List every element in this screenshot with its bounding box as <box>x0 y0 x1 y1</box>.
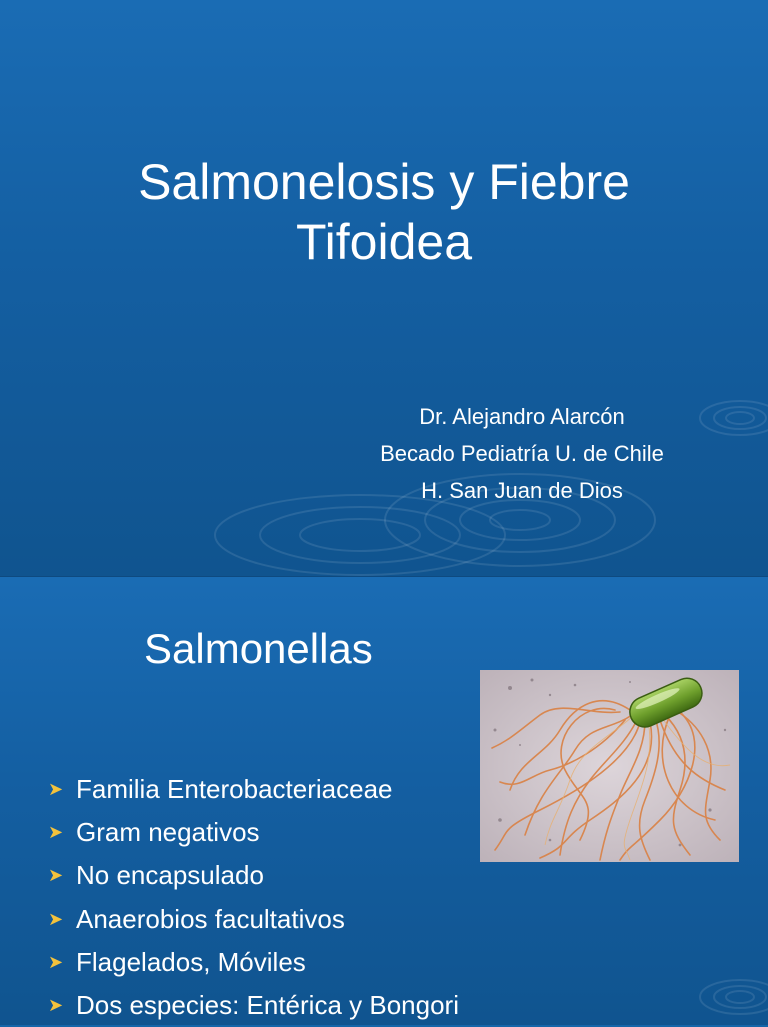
salmonella-image <box>480 670 739 862</box>
list-item <box>48 941 459 984</box>
arrowhead-bullet-icon: ➤ <box>48 951 64 972</box>
section-title: Salmonellas <box>144 625 373 672</box>
author-block <box>322 398 722 509</box>
list-item-text: Anaerobios facultativos <box>76 903 345 934</box>
author-name: Dr. Alejandro Alarcón <box>419 404 625 429</box>
list-item-text: Familia Enterobacteriaceae <box>76 774 393 804</box>
list-item-text: Flagelados, Móviles <box>76 946 306 977</box>
arrowhead-bullet-icon: ➤ <box>48 822 64 843</box>
author-institution: H. San Juan de Dios <box>421 478 623 503</box>
feature-list <box>48 768 459 1027</box>
list-item-text: No encapsulado <box>76 860 264 891</box>
arrowhead-bullet-icon: ➤ <box>48 995 64 1016</box>
slide-title-line: Tifoidea <box>295 214 473 270</box>
list-item <box>48 854 459 897</box>
bacterium-illustration-icon <box>480 670 739 862</box>
arrowhead-bullet-icon: ➤ <box>48 779 64 799</box>
list-item <box>48 984 459 1027</box>
list-item <box>48 768 459 811</box>
arrowhead-bullet-icon: ➤ <box>48 908 64 929</box>
arrowhead-bullet-icon: ➤ <box>48 865 64 886</box>
list-item-text: Dos especies: Entérica y Bongori <box>76 990 459 1021</box>
slide-title-line: Salmonelosis y Fiebre <box>138 154 630 210</box>
list-item-text: Gram negativos <box>76 817 260 848</box>
list-item <box>48 811 459 854</box>
slide-title <box>40 152 728 272</box>
list-item <box>48 898 459 941</box>
author-position: Becado Pediatría U. de Chile <box>380 441 664 466</box>
